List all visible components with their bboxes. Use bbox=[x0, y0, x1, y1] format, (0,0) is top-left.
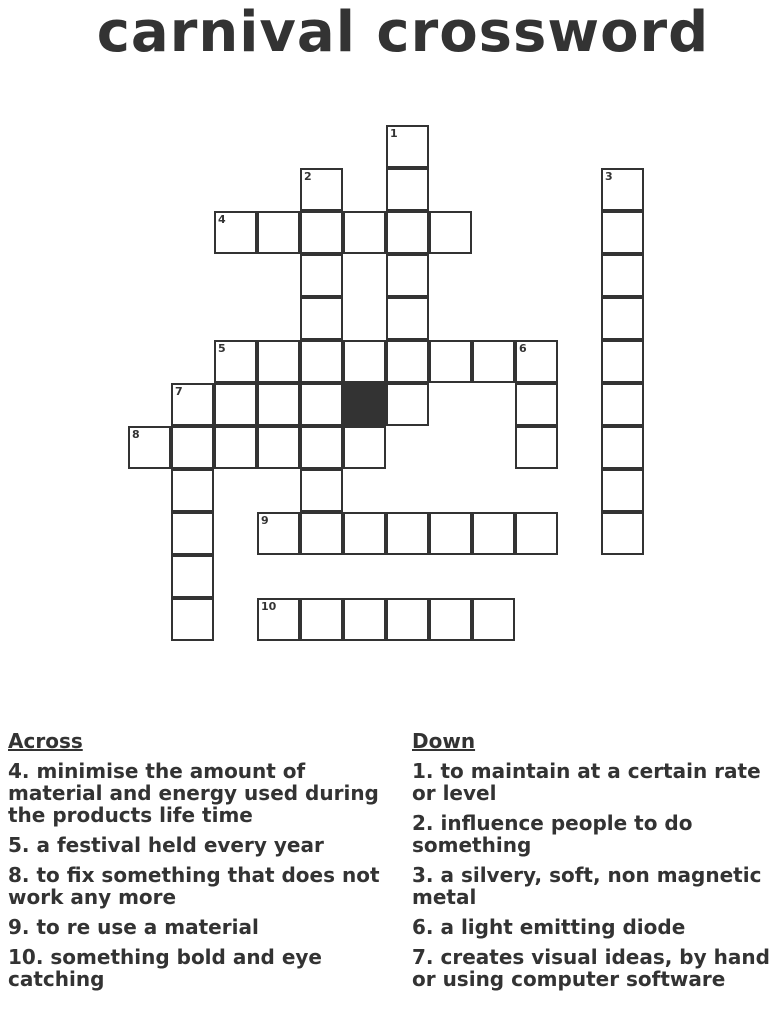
puzzle-title: carnival crossword bbox=[96, 0, 710, 65]
grid-cell[interactable] bbox=[300, 383, 343, 426]
cell-number: 10 bbox=[261, 600, 277, 613]
clue-across-9 bbox=[8, 916, 403, 938]
clue-down-2 bbox=[412, 812, 777, 856]
grid-cell[interactable] bbox=[386, 125, 429, 168]
cell-number: 2 bbox=[304, 170, 312, 183]
grid-cell[interactable] bbox=[128, 426, 171, 469]
grid-cell[interactable] bbox=[300, 512, 343, 555]
grid-cell[interactable] bbox=[386, 340, 429, 383]
clue-number: 5. bbox=[8, 833, 30, 857]
grid-cell[interactable] bbox=[257, 426, 300, 469]
clue-text: a light emitting diode bbox=[440, 915, 686, 939]
clue-across-4 bbox=[8, 760, 403, 826]
cell-number: 8 bbox=[132, 428, 140, 441]
clue-text: creates visual ideas, by hand or using computer software bbox=[412, 945, 770, 991]
clue-down-6 bbox=[412, 916, 777, 938]
grid-cell[interactable] bbox=[601, 340, 644, 383]
down-heading: Down bbox=[412, 729, 476, 753]
grid-cell[interactable] bbox=[171, 426, 214, 469]
grid-cell[interactable] bbox=[601, 383, 644, 426]
grid-cell[interactable] bbox=[171, 598, 214, 641]
across-clues bbox=[8, 728, 403, 998]
clue-text: something bold and eye catching bbox=[8, 945, 322, 991]
clue-number: 7. bbox=[412, 945, 434, 969]
grid-cell[interactable] bbox=[257, 512, 300, 555]
grid-cell[interactable] bbox=[171, 469, 214, 512]
clue-text: a festival held every year bbox=[36, 833, 324, 857]
grid-cell[interactable] bbox=[601, 426, 644, 469]
grid-cell[interactable] bbox=[601, 469, 644, 512]
grid-cell[interactable] bbox=[386, 297, 429, 340]
grid-cell[interactable] bbox=[171, 512, 214, 555]
grid-cell[interactable] bbox=[601, 211, 644, 254]
clue-number: 9. bbox=[8, 915, 30, 939]
grid-cell[interactable] bbox=[472, 598, 515, 641]
grid-cell[interactable] bbox=[343, 598, 386, 641]
down-clues bbox=[412, 728, 777, 998]
cell-number: 9 bbox=[261, 514, 269, 527]
clue-number: 6. bbox=[412, 915, 434, 939]
grid-cell[interactable] bbox=[515, 512, 558, 555]
clue-text: a silvery, soft, non magnetic metal bbox=[412, 863, 762, 909]
grid-block bbox=[343, 383, 386, 426]
grid-cell[interactable] bbox=[257, 340, 300, 383]
grid-cell[interactable] bbox=[343, 512, 386, 555]
grid-cell[interactable] bbox=[257, 383, 300, 426]
grid-cell[interactable] bbox=[601, 297, 644, 340]
grid-cell[interactable] bbox=[300, 168, 343, 211]
grid-cell[interactable] bbox=[343, 426, 386, 469]
grid-cell[interactable] bbox=[300, 340, 343, 383]
grid-cell[interactable] bbox=[343, 340, 386, 383]
cell-number: 3 bbox=[605, 170, 613, 183]
grid-cell[interactable] bbox=[214, 211, 257, 254]
clue-number: 1. bbox=[412, 759, 434, 783]
grid-cell[interactable] bbox=[601, 168, 644, 211]
cell-number: 1 bbox=[390, 127, 398, 140]
clue-across-5 bbox=[8, 834, 403, 856]
grid-cell[interactable] bbox=[171, 383, 214, 426]
clue-number: 2. bbox=[412, 811, 434, 835]
grid-cell[interactable] bbox=[300, 598, 343, 641]
clue-text: to fix something that does not work any more bbox=[8, 863, 380, 909]
grid-cell[interactable] bbox=[257, 598, 300, 641]
grid-cell[interactable] bbox=[386, 383, 429, 426]
grid-cell[interactable] bbox=[386, 598, 429, 641]
grid-cell[interactable] bbox=[515, 340, 558, 383]
grid-cell[interactable] bbox=[171, 555, 214, 598]
clue-down-3 bbox=[412, 864, 777, 908]
grid-cell[interactable] bbox=[515, 383, 558, 426]
grid-cell[interactable] bbox=[214, 426, 257, 469]
grid-cell[interactable] bbox=[343, 211, 386, 254]
grid-cell[interactable] bbox=[429, 512, 472, 555]
clue-down-1 bbox=[412, 760, 777, 804]
clue-number: 8. bbox=[8, 863, 30, 887]
grid-cell[interactable] bbox=[300, 297, 343, 340]
clue-text: influence people to do something bbox=[412, 811, 693, 857]
cell-number: 6 bbox=[519, 342, 527, 355]
grid-cell[interactable] bbox=[515, 426, 558, 469]
clue-text: minimise the amount of material and energy used during the products life time bbox=[8, 759, 379, 827]
clue-across-8 bbox=[8, 864, 403, 908]
clue-number: 4. bbox=[8, 759, 30, 783]
grid-cell[interactable] bbox=[386, 168, 429, 211]
grid-cell[interactable] bbox=[472, 340, 515, 383]
grid-cell[interactable] bbox=[386, 512, 429, 555]
clue-number: 10. bbox=[8, 945, 44, 969]
grid-cell[interactable] bbox=[300, 254, 343, 297]
grid-cell[interactable] bbox=[386, 211, 429, 254]
grid-cell[interactable] bbox=[429, 598, 472, 641]
grid-cell[interactable] bbox=[300, 211, 343, 254]
grid-cell[interactable] bbox=[601, 512, 644, 555]
clue-text: to re use a material bbox=[36, 915, 259, 939]
grid-cell[interactable] bbox=[429, 211, 472, 254]
grid-cell[interactable] bbox=[601, 254, 644, 297]
grid-cell[interactable] bbox=[214, 340, 257, 383]
grid-cell[interactable] bbox=[386, 254, 429, 297]
grid-cell[interactable] bbox=[472, 512, 515, 555]
grid-cell[interactable] bbox=[257, 211, 300, 254]
cell-number: 4 bbox=[218, 213, 226, 226]
grid-cell[interactable] bbox=[214, 383, 257, 426]
clue-down-7 bbox=[412, 946, 777, 990]
clue-number: 3. bbox=[412, 863, 434, 887]
clue-across-10 bbox=[8, 946, 403, 990]
grid-cell[interactable] bbox=[300, 426, 343, 469]
cell-number: 7 bbox=[175, 385, 183, 398]
across-heading: Across bbox=[8, 729, 83, 753]
grid-cell[interactable] bbox=[300, 469, 343, 512]
cell-number: 5 bbox=[218, 342, 226, 355]
clue-text: to maintain at a certain rate or level bbox=[412, 759, 761, 805]
grid-cell[interactable] bbox=[429, 340, 472, 383]
